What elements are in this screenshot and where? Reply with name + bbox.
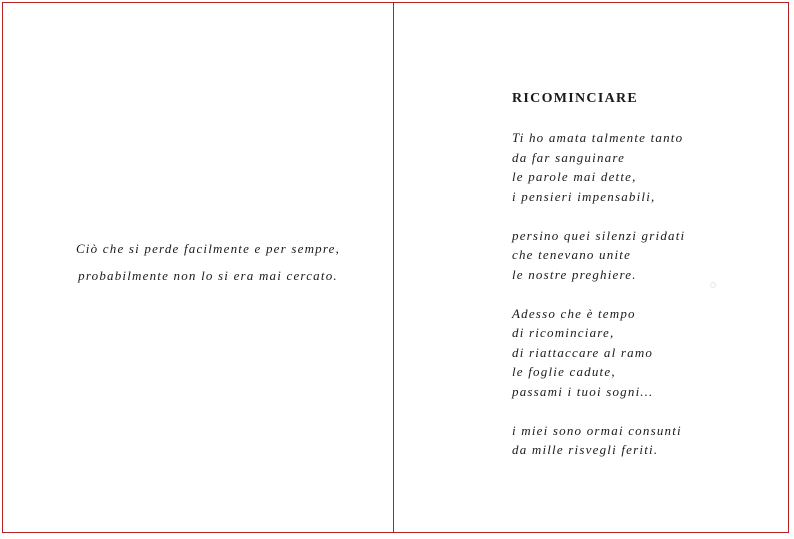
verse-line: da far sanguinare [512, 149, 626, 165]
stanza [512, 421, 685, 460]
poem [512, 89, 685, 460]
verse-line: le parole mai dette, [512, 169, 637, 184]
verse-line: Adesso che è tempo [512, 305, 636, 321]
verse-line: i pensieri impensabili, [512, 188, 656, 204]
epigraph-line: Ciò che si perde facilmente e per sempre, [75, 241, 341, 256]
verse-line: da mille risvegli feriti. [512, 442, 659, 457]
book-spread [2, 2, 789, 533]
right-page [394, 3, 789, 532]
verse-line: di riattaccare al ramo [512, 344, 654, 360]
verse-line: i miei sono ormai consunti [512, 422, 682, 438]
stanza [512, 128, 685, 206]
epigraph [3, 235, 413, 289]
verse-line: che tenevano unite [512, 247, 632, 262]
stanza [512, 304, 685, 402]
verse-line: persino quei silenzi gridati [512, 227, 686, 243]
poem-title: RICOMINCIARE [512, 91, 639, 106]
left-page [3, 3, 393, 532]
verse-line: Ti ho amata talmente tanto [512, 130, 684, 145]
verse-line: di ricominciare, [512, 325, 615, 340]
epigraph-line: probabilmente non lo si era mai cercato. [78, 268, 338, 283]
stanza [512, 226, 685, 285]
verse-line: le foglie cadute, [512, 364, 616, 379]
verse-line: le nostre preghiere. [512, 266, 637, 282]
page-speck [710, 282, 716, 288]
verse-line: passami i tuoi sogni… [512, 383, 654, 399]
